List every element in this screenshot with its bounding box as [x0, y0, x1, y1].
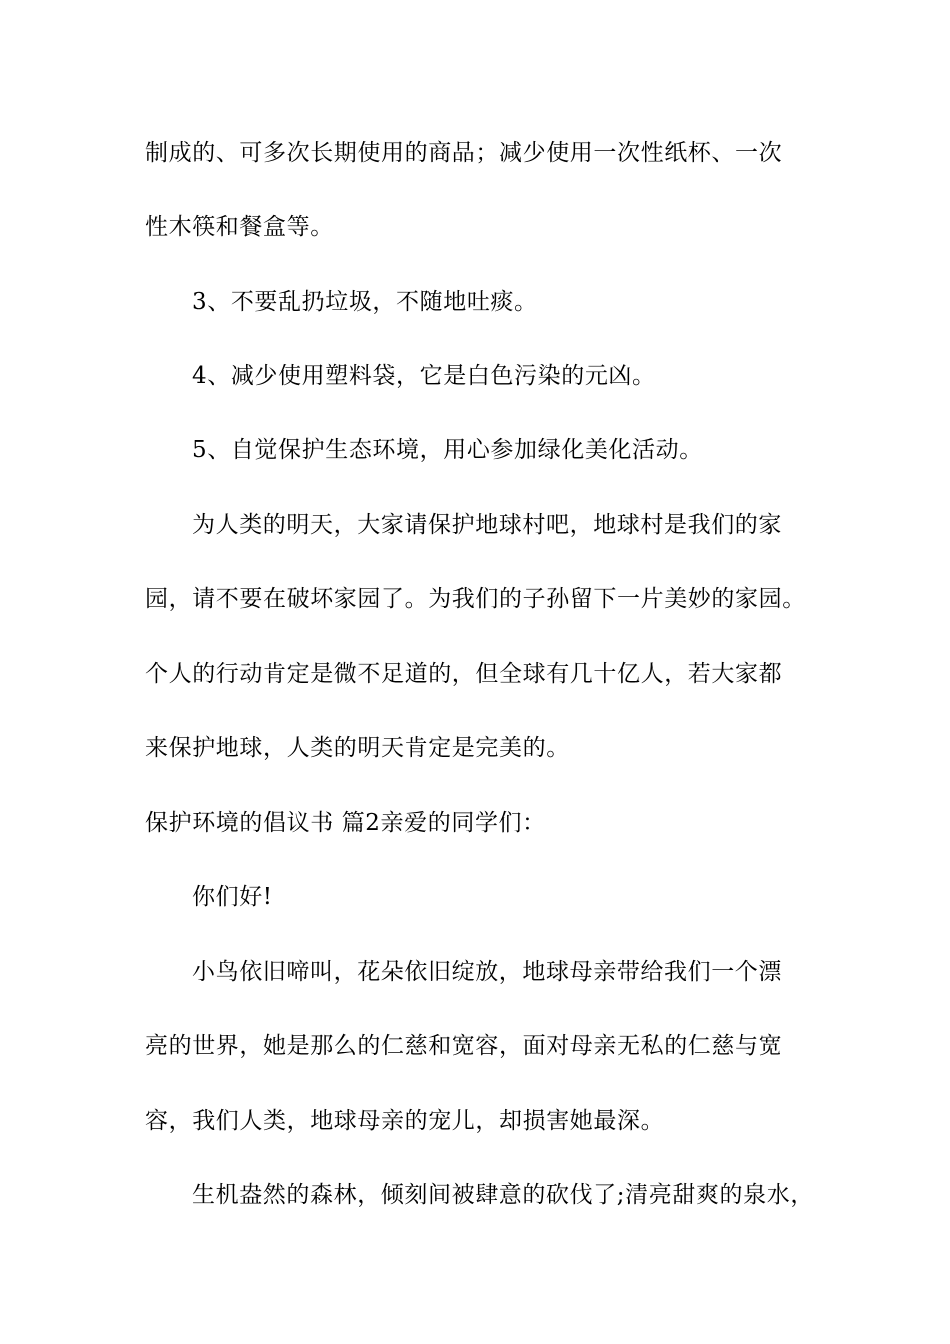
paragraph-line: 亮的世界，她是那么的仁慈和宽容，面对母亲无私的仁慈与宽: [145, 1033, 783, 1059]
paragraph-line: 园，请不要在破坏家园了。为我们的子孙留下一片美妙的家园。: [145, 586, 806, 612]
list-item-3: 3、不要乱扔垃圾，不随地吐痰。: [192, 289, 538, 315]
paragraph-line: 容，我们人类，地球母亲的宠儿，却损害她最深。: [145, 1108, 665, 1134]
text-line-1: 制成的、可多次长期使用的商品；减少使用一次性纸杯、一次: [145, 140, 783, 166]
text-line-2: 性木筷和餐盒等。: [145, 214, 334, 240]
greeting: 你们好!: [192, 884, 273, 910]
paragraph-line: 为人类的明天，大家请保护地球村吧，地球村是我们的家: [192, 512, 782, 538]
paragraph-line: 个人的行动肯定是微不足道的，但全球有几十亿人，若大家都: [145, 661, 783, 687]
list-item-4: 4、减少使用塑料袋，它是白色污染的元凶。: [192, 363, 656, 389]
paragraph-line: 生机盎然的森林，倾刻间被肆意的砍伐了;清亮甜爽的泉水，: [192, 1182, 814, 1208]
section-heading: 保护环境的倡议书 篇2亲爱的同学们：: [145, 810, 546, 836]
list-item-5: 5、自觉保护生态环境，用心参加绿化美化活动。: [192, 437, 703, 463]
paragraph-line: 来保护地球，人类的明天肯定是完美的。: [145, 735, 570, 761]
paragraph-line: 小鸟依旧啼叫，花朵依旧绽放，地球母亲带给我们一个漂: [192, 959, 782, 985]
